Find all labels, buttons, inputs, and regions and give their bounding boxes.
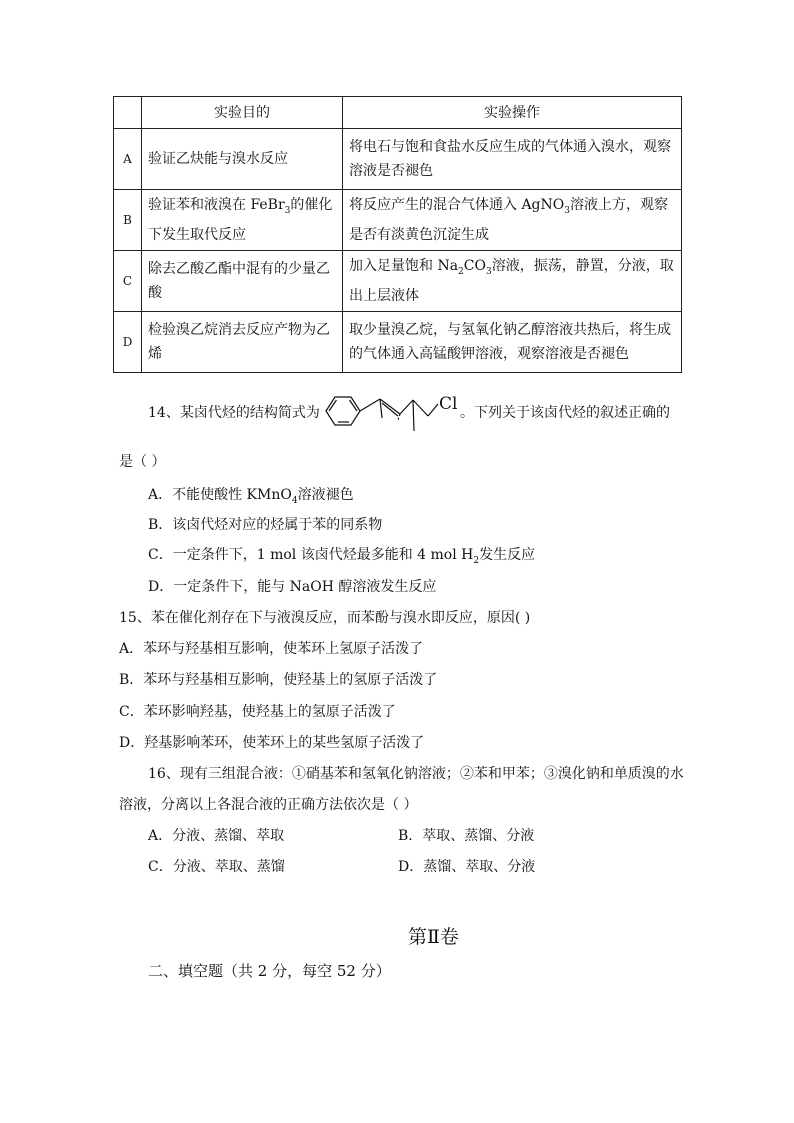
subscript: 2 [473,555,480,566]
header-cell-purpose: 实验目的 [142,97,343,129]
q15-stem: 15、苯在催化剂存在下与液溴反应，而苯酚与溴水即反应，原因( ) [119,610,531,626]
option-text: A．不能使酸性 KMnO [148,487,292,503]
q16-option-d: D．蒸馏、萃取、分液 [398,859,536,875]
option-label: B [114,190,142,251]
chlorine-label: Cl [439,394,458,414]
purpose-cell: 除去乙酸乙酯中混有的少量乙酸 [142,251,343,312]
subscript: 4 [291,495,298,506]
header-cell-operation: 实验操作 [343,97,682,129]
operation-text: 将反应产生的混合气体通入 AgNO [349,197,565,214]
operation-text: 溶液，振荡，静置，分液，取出上层液体 [349,258,674,304]
q16-stem-line2: 溶液，分离以上各混合液的正确方法依次是（ ） [119,797,418,813]
q14-option-c [148,544,535,566]
table-row [114,312,682,373]
operation-cell [343,190,682,251]
option-text: 溶液褪色 [297,487,354,503]
q16-option-b: B．萃取、蒸馏、分液 [398,828,535,844]
benzene-ring-icon [326,397,360,425]
subscript: 3 [485,266,492,277]
option-text: C．一定条件下，1 mol 该卤代烃最多能和 4 mol H [148,547,474,563]
q15-option-a: A．苯环与羟基相互影响，使苯环上氢原子活泼了 [119,641,424,657]
purpose-cell [142,190,343,251]
option-label: D [114,312,142,373]
operation-text: 溶液上方，观察是否有淡黄色沉淀生成 [349,197,668,243]
header-cell-blank [114,97,142,129]
option-label: A [114,129,142,190]
q16-stem-line1: 16、现有三组混合液：①硝基苯和氢氧化钠溶液；②苯和甲苯；③溴化钠和单质溴的水 [148,766,684,782]
experiment-table [113,96,682,373]
operation-cell: 取少量溴乙烷，与氢氧化钠乙醇溶液共热后，将生成的气体通入高锰酸钾溶液，观察溶液是否褪色 [343,312,682,373]
operation-cell [343,251,682,312]
section-title: 第Ⅱ卷 [408,926,459,948]
q14-stem-line2: 是（ ） [119,454,166,470]
option-text: 发生反应 [479,547,536,563]
purpose-cell: 检验溴乙烷消去反应产物为乙烯 [142,312,343,373]
table-row [114,190,682,251]
q14-stem-post: 。下列关于该卤代烃的叙述正确的 [460,405,670,421]
purpose-text: 的催化下发生取代反应 [148,197,333,243]
q15-option-c: C．苯环影响羟基，使羟基上的氢原子活泼了 [119,704,396,720]
section-heading: 二、填空题（共 2 分，每空 52 分） [148,962,391,980]
structure-formula-image [318,388,460,440]
subscript: 3 [284,205,291,216]
operation-text: 加入足量饱和 Na [349,258,459,275]
table-row [114,251,682,312]
q15-option-b: B．苯环与羟基相互影响，使羟基上的氢原子活泼了 [119,672,438,688]
operation-cell: 将电石与饱和食盐水反应生成的气体通入溴水，观察溶液是否褪色 [343,129,682,190]
q14-option-b: B．该卤代烃对应的烃属于苯的同系物 [148,517,383,533]
subscript: 3 [564,205,570,216]
purpose-text: 验证苯和液溴在 FeBr [148,197,285,214]
table-row [114,129,682,190]
q14-option-a [148,484,354,506]
option-label: C [114,251,142,312]
operation-text: CO [463,258,486,275]
q16-option-a: A．分液、蒸馏、萃取 [148,828,285,844]
q14-option-d: D．一定条件下，能与 NaOH 醇溶液发生反应 [148,579,437,595]
purpose-cell: 验证乙炔能与溴水反应 [142,129,343,190]
q16-option-c: C．分液、萃取、蒸馏 [148,859,285,875]
q15-option-d: D．羟基影响苯环，使苯环上的某些氢原子活泼了 [119,735,425,751]
q14-stem-pre: 14、某卤代烃的结构简式为 [148,405,320,421]
subscript: 2 [458,266,464,277]
table-header-row [114,97,682,129]
